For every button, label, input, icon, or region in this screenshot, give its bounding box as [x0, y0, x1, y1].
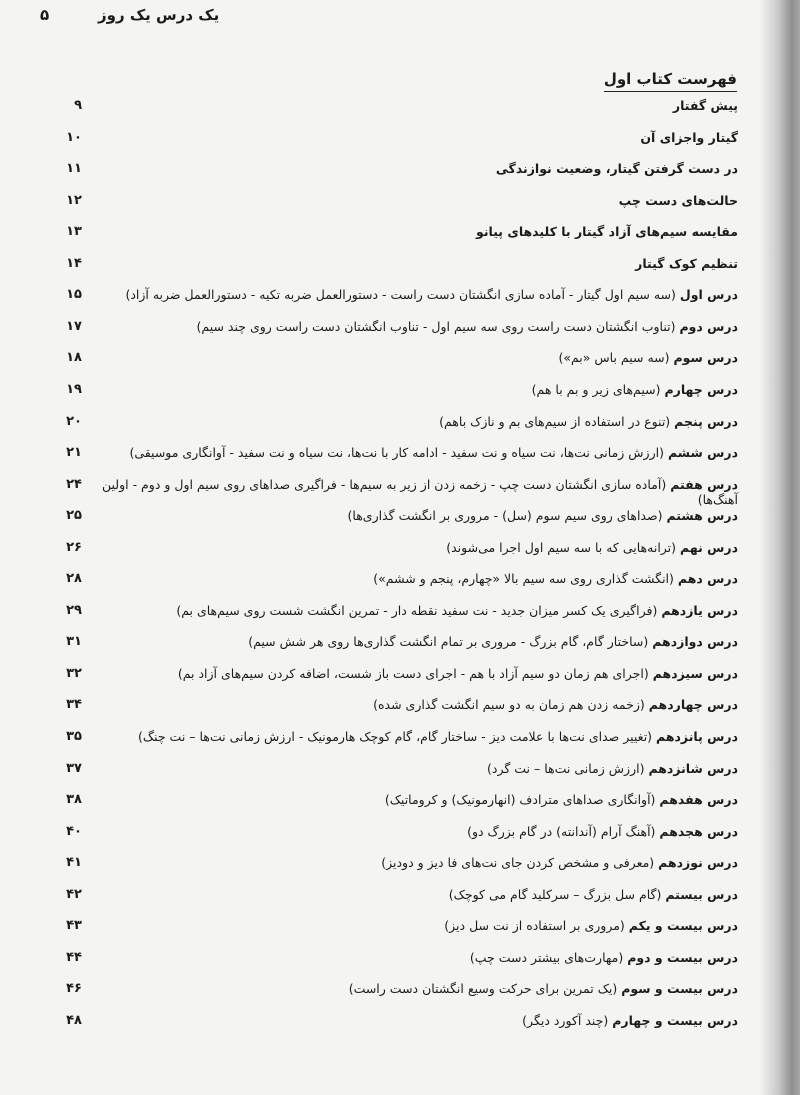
- toc-entry-text: [385, 792, 738, 807]
- toc-entry: [0, 161, 800, 192]
- toc-entry-label: درس چهاردهم: [648, 697, 738, 713]
- toc-entry-description: (ترانه‌هایی که با سه سیم اول اجرا می‌شوند): [446, 539, 677, 555]
- toc-entry-text: [178, 666, 738, 681]
- toc-entry-description: (انگشت گذاری روی سه سیم بالا «چهارم، پنجم و ششم»): [373, 571, 674, 587]
- running-title: یک درس یک روز: [98, 6, 220, 24]
- toc-entry: [0, 761, 800, 792]
- toc-entry: [0, 130, 800, 161]
- toc-entry-label: درس ششم: [667, 445, 738, 461]
- toc-entry-text: [558, 350, 738, 365]
- toc-entry-text: [373, 697, 738, 712]
- toc-entry-text: [381, 855, 738, 870]
- toc-entry-page: ۳۸: [66, 792, 82, 808]
- toc-entry-page: ۴۸: [66, 1012, 82, 1028]
- toc-entry-description: (تغییر صدای نت‌ها با علامت دیز - ساختار گام، گام کوچک هارمونیک - ارزش زمانی نت‌ها – نت چنگ): [138, 729, 653, 744]
- toc-entry-page: ۱۵: [66, 287, 82, 303]
- toc-entry-description: (صداهای روی سیم سوم (سل) - مروری بر انگشت گذاری‌ها): [347, 508, 663, 524]
- toc-entry: [0, 414, 800, 445]
- toc-entry-text: [476, 224, 738, 239]
- toc-entry: [0, 855, 800, 886]
- toc-entry-page: ۲۴: [66, 476, 82, 492]
- toc-entry-label: درس پانزدهم: [656, 729, 738, 744]
- toc-entry-description: (فراگیری یک کسر میزان جدید - نت سفید نقطه دار - تمرین انگشت شست روی سیم‌های بم): [176, 602, 658, 618]
- toc-entry-text: [487, 761, 738, 776]
- toc-entry-text: [449, 887, 738, 902]
- toc-entry-description: (زخمه زدن هم زمان به دو سیم انگشت گذاری شده): [373, 697, 645, 713]
- toc-entry-text: [496, 161, 738, 176]
- toc-entry: [0, 1013, 800, 1044]
- toc-entry-label: درس سوم: [673, 350, 738, 366]
- toc-entry: [0, 540, 800, 571]
- toc-entry-label: درس بیست و یکم: [628, 918, 738, 934]
- toc-entry-text: [635, 256, 738, 271]
- toc-entry-label: درس اول: [679, 287, 738, 303]
- toc-entry: [0, 950, 800, 981]
- toc-entry-page: ۳۵: [66, 729, 82, 744]
- toc-entry-text: [673, 98, 738, 113]
- toc-entry-label: درس بیستم: [665, 886, 738, 902]
- toc-entry-text: [248, 634, 738, 649]
- toc-entry: [0, 256, 800, 287]
- toc-entry-label: حالت‌های دست چپ: [618, 192, 738, 208]
- toc-entry-label: درس شانزدهم: [648, 760, 738, 776]
- toc-entry-description: (مهارت‌های بیشتر دست چپ): [469, 949, 624, 965]
- toc-entry: [0, 697, 800, 728]
- toc-entry-page: ۱۲: [66, 192, 82, 208]
- toc-entry: [0, 981, 800, 1012]
- toc-entry-text: [467, 824, 738, 839]
- toc-entry-page: ۱۷: [66, 318, 82, 334]
- toc-entry: [0, 571, 800, 602]
- toc-entry-label: در دست گرفتن گیتار، وضعیت نوازندگی: [495, 161, 738, 177]
- toc-entry-text: [373, 571, 738, 586]
- toc-entry-description: (ارزش زمانی نت‌ها، نت سیاه و نت سفید - ادامه کار با نت‌ها، نت سیاه و نت سفید - آوانگاری موسیقی): [129, 445, 664, 461]
- toc-entry: [0, 634, 800, 665]
- toc-entry-page: ۱۴: [66, 255, 82, 271]
- toc-entry: [0, 824, 800, 855]
- toc-entry-description: (سه سیم باس «بم»): [558, 350, 670, 366]
- toc-entry: [0, 477, 800, 508]
- toc-entry-description: (تناوب انگشتان دست راست روی سه سیم اول - تناوب انگشتان دست راست روی چند سیم): [196, 318, 676, 334]
- toc-entry-page: ۱۳: [66, 224, 82, 240]
- toc-entry-page: ۴۱: [66, 855, 82, 871]
- toc-entry-label: درس بیست و چهارم: [612, 1012, 738, 1028]
- toc-entry-page: ۱۸: [66, 350, 82, 366]
- toc-entry: [0, 98, 800, 129]
- toc-entry-label: درس هفتم: [670, 476, 738, 492]
- toc-entry-label: درس بیست و دوم: [627, 949, 738, 965]
- toc-entry-page: ۴۲: [66, 886, 82, 902]
- toc-entry-page: ۹: [74, 98, 82, 113]
- toc-entry-label: درس دوم: [679, 318, 738, 334]
- toc-entry: [0, 887, 800, 918]
- toc-entry-text: [439, 414, 738, 429]
- toc-entry-description: (ارزش زمانی نت‌ها – نت گرد): [487, 760, 645, 776]
- toc-entry-description: (سه سیم اول گیتار - آماده سازی انگشتان دست راست - دستورالعمل ضربه تکیه - دستورالعمل ضربه آزاد): [125, 287, 676, 303]
- toc-entry: [0, 193, 800, 224]
- toc-entry-text: [470, 950, 738, 965]
- toc-entry-label: درس هجدهم: [659, 823, 738, 839]
- toc-entry: [0, 666, 800, 697]
- toc-entry-label: درس هشتم: [666, 508, 738, 524]
- toc-entry-page: ۱۱: [66, 161, 82, 177]
- toc-entry-page: ۲۹: [66, 602, 82, 618]
- toc-entry-label: درس نوزدهم: [658, 855, 738, 871]
- toc-entry-page: ۳۲: [66, 665, 82, 681]
- toc-entry-text: [348, 508, 738, 523]
- toc-entry-page: ۲۶: [66, 539, 82, 555]
- toc-entry-description: (یک تمرین برای حرکت وسیع انگشتان دست راست): [348, 981, 618, 997]
- toc-entry-page: ۳۴: [66, 697, 82, 713]
- toc-entry-page: ۴۴: [66, 949, 82, 965]
- toc-entry-label: درس یازدهم: [661, 602, 738, 618]
- toc-entry-text: [532, 382, 738, 397]
- toc-title: فهرست کتاب اول: [604, 70, 737, 92]
- toc-entry-text: [102, 477, 738, 507]
- toc-entry-description: (گام سل بزرگ – سرکلید گام می کوچک): [448, 886, 662, 902]
- toc-entry-text: [619, 193, 738, 208]
- toc-entry-label: درس هفدهم: [659, 792, 738, 808]
- toc-entry-text: [138, 729, 738, 744]
- toc-entry-description: (اجرای هم زمان دو سیم آزاد با هم - اجرای دست باز شست، اضافه کردن سیم‌های آزاد بم): [177, 665, 649, 681]
- toc-entry-text: [197, 319, 738, 334]
- toc-entry-description: (سیم‌های زیر و بم با هم): [531, 381, 661, 397]
- toc-entry: [0, 382, 800, 413]
- toc-entry: [0, 350, 800, 381]
- toc-entry-description: (تنوع در استفاده از سیم‌های بم و نازک باهم): [439, 413, 671, 429]
- toc-entry: [0, 729, 800, 760]
- toc-entry-label: درس دوازدهم: [652, 634, 738, 650]
- toc-entry-description: (آوانگاری صداهای مترادف (انهارمونیک) و کروماتیک): [384, 792, 656, 808]
- toc-entry-page: ۳۱: [66, 634, 82, 650]
- toc-entry-label: پیش گفتار: [672, 98, 738, 113]
- toc-entry-label: درس چهارم: [664, 381, 738, 397]
- toc-entry-text: [446, 540, 738, 555]
- toc-entry-page: ۲۸: [66, 571, 82, 587]
- toc-entry: [0, 224, 800, 255]
- toc-entry-label: درس سیزدهم: [652, 665, 738, 681]
- toc-entry-page: ۱۰: [66, 129, 82, 145]
- toc-entry-text: [176, 603, 738, 618]
- toc-entry: [0, 319, 800, 350]
- toc-entry: [0, 508, 800, 539]
- toc-entry-page: ۴۳: [66, 918, 82, 934]
- toc-entry: [0, 445, 800, 476]
- toc-entry-description: (معرفی و مشخص کردن جای نت‌های فا دیز و دودیز): [381, 855, 655, 871]
- toc-entry-label: درس پنجم: [674, 413, 738, 429]
- toc-entry-page: ۱۹: [66, 381, 82, 397]
- toc-entry: [0, 918, 800, 949]
- toc-entry-page: ۴۶: [66, 981, 82, 997]
- toc-entry-label: درس نهم: [680, 539, 738, 555]
- toc-entry-page: ۲۰: [66, 413, 82, 429]
- toc-entry-label: گیتار واجزای آن: [640, 129, 738, 145]
- toc-entry-page: ۲۱: [66, 445, 82, 461]
- toc-entry-text: [444, 918, 738, 933]
- toc-entry-label: درس بیست و سوم: [621, 981, 738, 997]
- toc-entry-text: [349, 981, 738, 996]
- toc-entry-label: درس دهم: [677, 571, 738, 587]
- toc-entry-page: ۲۵: [66, 508, 82, 524]
- toc-entry-text: [125, 287, 738, 302]
- toc-entry: [0, 792, 800, 823]
- toc-entry-text: [640, 130, 738, 145]
- toc-entry-description: (چند آکورد دیگر): [522, 1012, 609, 1028]
- toc-entry-description: (آهنگ آرام (آندانته) در گام بزرگ دو): [467, 823, 656, 839]
- toc-entry: [0, 287, 800, 318]
- toc-entry-page: ۳۷: [66, 760, 82, 776]
- toc-entry-description: (آماده سازی انگشتان دست چپ - زخمه زدن از زیر به سیم‌ها - فراگیری صداهای روی سیم اول و دوم - اولین آهنگ‌ها): [101, 476, 738, 507]
- toc-entry-description: (مروری بر استفاده از نت سل دیز): [444, 918, 625, 934]
- toc-entry-description: (ساختار گام، گام بزرگ - مروری بر تمام انگشت گذاری‌ها روی هر شش سیم): [248, 634, 649, 650]
- toc-entry: [0, 603, 800, 634]
- toc-entry-text: [129, 445, 738, 460]
- toc-entry-page: ۴۰: [66, 823, 82, 839]
- toc-entry-text: [522, 1013, 738, 1028]
- page-number: ۵: [40, 6, 50, 24]
- toc-entry-label: مقایسه سیم‌های آزاد گیتار با کلیدهای پیانو: [475, 224, 738, 240]
- toc-entry-label: تنظیم کوک گیتار: [635, 255, 738, 271]
